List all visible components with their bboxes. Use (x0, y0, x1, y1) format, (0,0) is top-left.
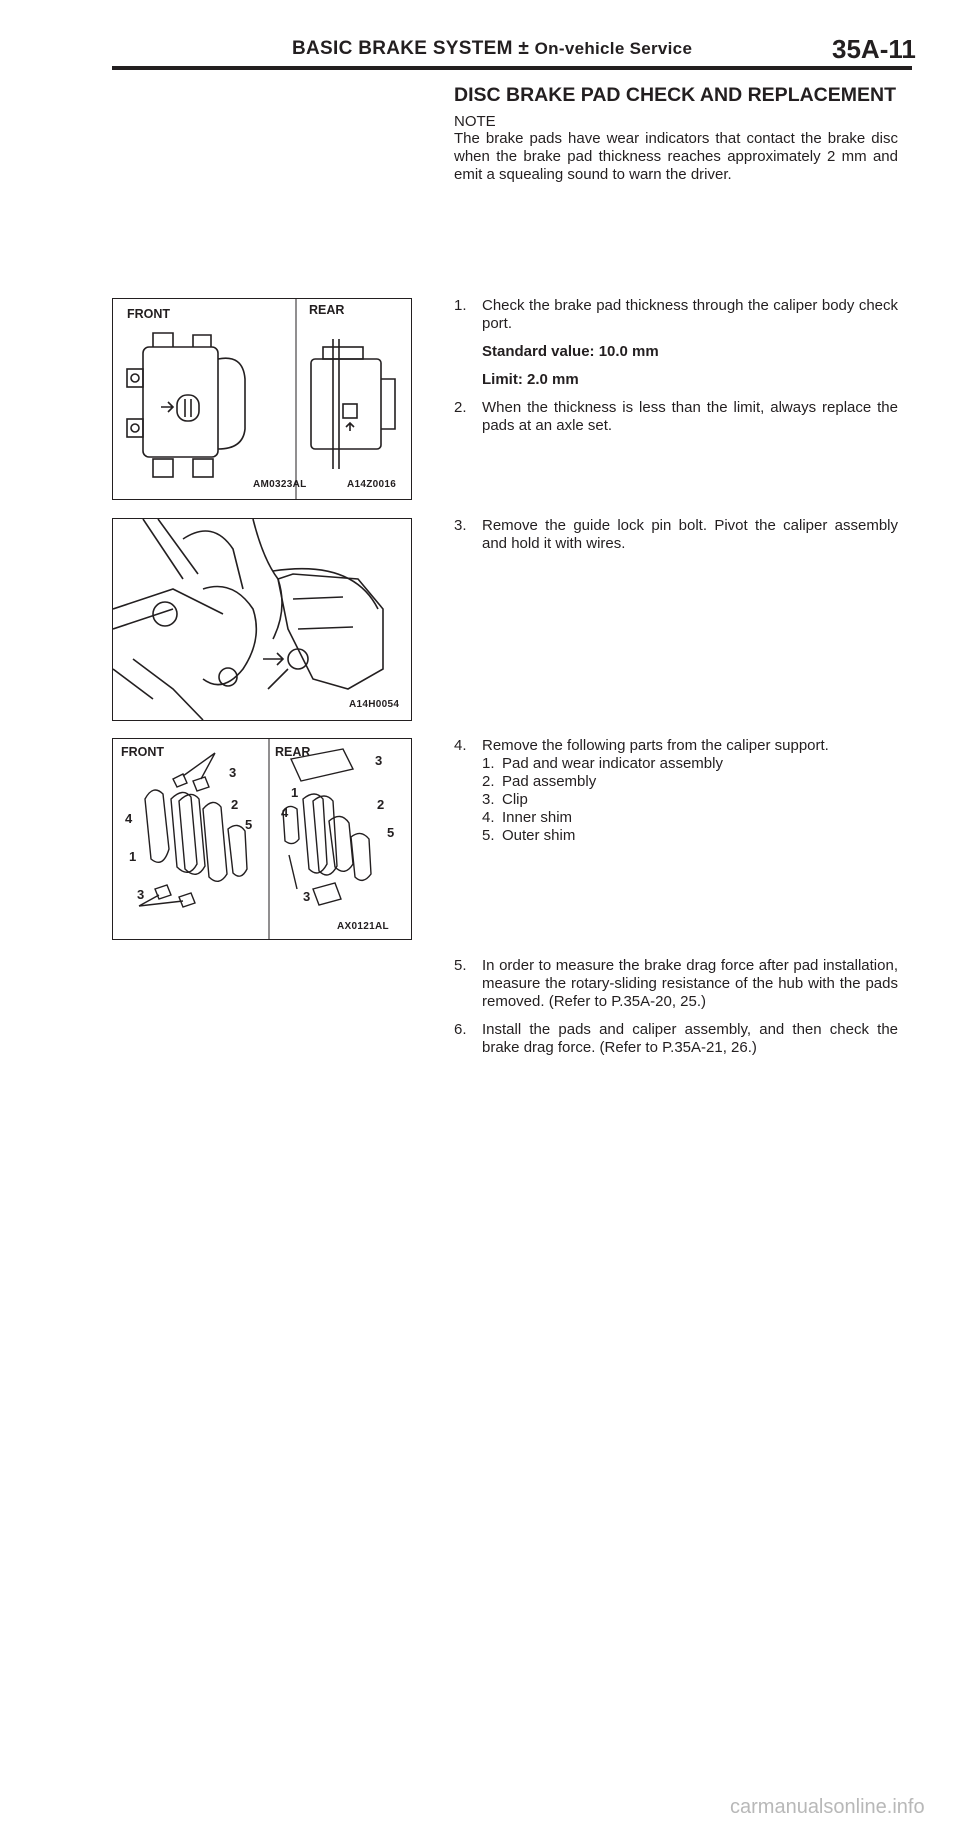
figure-caliper-pivot (112, 518, 412, 721)
step-5 (454, 957, 898, 1011)
step-text: Check the brake pad thickness through the caliper body check port. (482, 297, 898, 332)
parts-list-item (482, 773, 898, 791)
parts-list-item (482, 791, 898, 809)
callout-rear-2: 2 (377, 797, 385, 812)
step-1 (454, 297, 898, 333)
header-subsection: On-vehicle Service (534, 39, 693, 58)
callout-rear-3-top: 3 (375, 753, 383, 768)
parts-list-item (482, 827, 898, 845)
callout-front-3-bottom: 3 (137, 887, 145, 902)
step-number: 2. (454, 399, 467, 416)
footer-watermark: carmanualsonline.info (730, 1796, 925, 1818)
item-text: Pad and wear indicator assembly (502, 755, 723, 772)
fig3-code: AX0121AL (337, 921, 389, 932)
step-text: Remove the guide lock pin bolt. Pivot the caliper assembly and hold it with wires. (482, 517, 898, 552)
parts-list (454, 755, 898, 845)
callout-rear-1: 1 (291, 785, 299, 800)
step-3 (454, 517, 898, 553)
item-text: Clip (502, 791, 528, 808)
item-text: Inner shim (502, 809, 573, 826)
step-4 (454, 737, 898, 755)
item-number: 3. (482, 791, 495, 808)
step-2 (454, 399, 898, 435)
note-label: NOTE (454, 113, 496, 130)
item-number: 1. (482, 755, 495, 772)
step-text: Remove the following parts from the caliper support. (482, 737, 829, 754)
header-section: BASIC BRAKE SYSTEM ± (292, 38, 530, 59)
standard-value: Standard value: 10.0 mm (482, 343, 659, 360)
item-number: 4. (482, 809, 495, 826)
section-title: DISC BRAKE PAD CHECK AND REPLACEMENT (454, 84, 897, 106)
figure-caliper-check-port (112, 298, 412, 500)
item-number: 5. (482, 827, 495, 844)
fig3-rear-label: REAR (275, 745, 311, 759)
step-number: 1. (454, 297, 467, 314)
callout-front-2: 2 (231, 797, 239, 812)
steps-block-3 (454, 737, 898, 855)
fig1-code-right: A14Z0016 (347, 479, 397, 490)
callout-front-3-top: 3 (229, 765, 237, 780)
fig3-front-label: FRONT (121, 745, 165, 759)
step-6 (454, 1021, 898, 1057)
figure-pad-parts (112, 738, 412, 940)
step-text: In order to measure the brake drag force after pad installation, measure the rotary-sliding resistance of the hub with the pads removed. (Refer to P.35A-20, 25.) (482, 957, 898, 1010)
callout-front-4: 4 (125, 811, 133, 826)
steps-block-2 (454, 517, 898, 563)
item-text: Pad assembly (502, 773, 597, 790)
callout-rear-4: 4 (281, 805, 289, 820)
step-text: When the thickness is less than the limit, always replace the pads at an axle set. (482, 399, 898, 434)
callout-rear-3-bottom: 3 (303, 889, 311, 904)
fig1-front-label: FRONT (127, 307, 171, 321)
callout-front-1: 1 (129, 849, 137, 864)
caliper-pivot-illustration (113, 519, 411, 720)
fig1-code-left: AM0323AL (253, 479, 307, 490)
step-number: 5. (454, 957, 467, 974)
steps-block-1 (454, 297, 898, 445)
item-text: Outer shim (502, 827, 576, 844)
parts-list-item (482, 755, 898, 773)
step-text: Install the pads and caliper assembly, and then check the brake drag force. (Refer to P.35A-21, 26.) (482, 1021, 898, 1056)
header-section-title (292, 38, 692, 60)
step-number: 4. (454, 737, 467, 754)
step-number: 6. (454, 1021, 467, 1038)
step-number: 3. (454, 517, 467, 534)
pad-parts-illustration (113, 739, 411, 939)
parts-list-item (482, 809, 898, 827)
page-number: 35A-11 (832, 34, 916, 64)
header-rule (112, 66, 912, 70)
item-number: 2. (482, 773, 495, 790)
limit-value: Limit: 2.0 mm (482, 371, 579, 388)
callout-front-5: 5 (245, 817, 253, 832)
note-text: The brake pads have wear indicators that contact the brake disc when the brake pad thickness reaches approximately 2 mm and emit a squealing sound to warn the driver. (454, 130, 898, 183)
fig2-code: A14H0054 (349, 699, 400, 710)
caliper-illustration (113, 299, 411, 499)
steps-block-4 (454, 957, 898, 1067)
fig1-rear-label: REAR (309, 303, 345, 317)
callout-rear-5: 5 (387, 825, 395, 840)
